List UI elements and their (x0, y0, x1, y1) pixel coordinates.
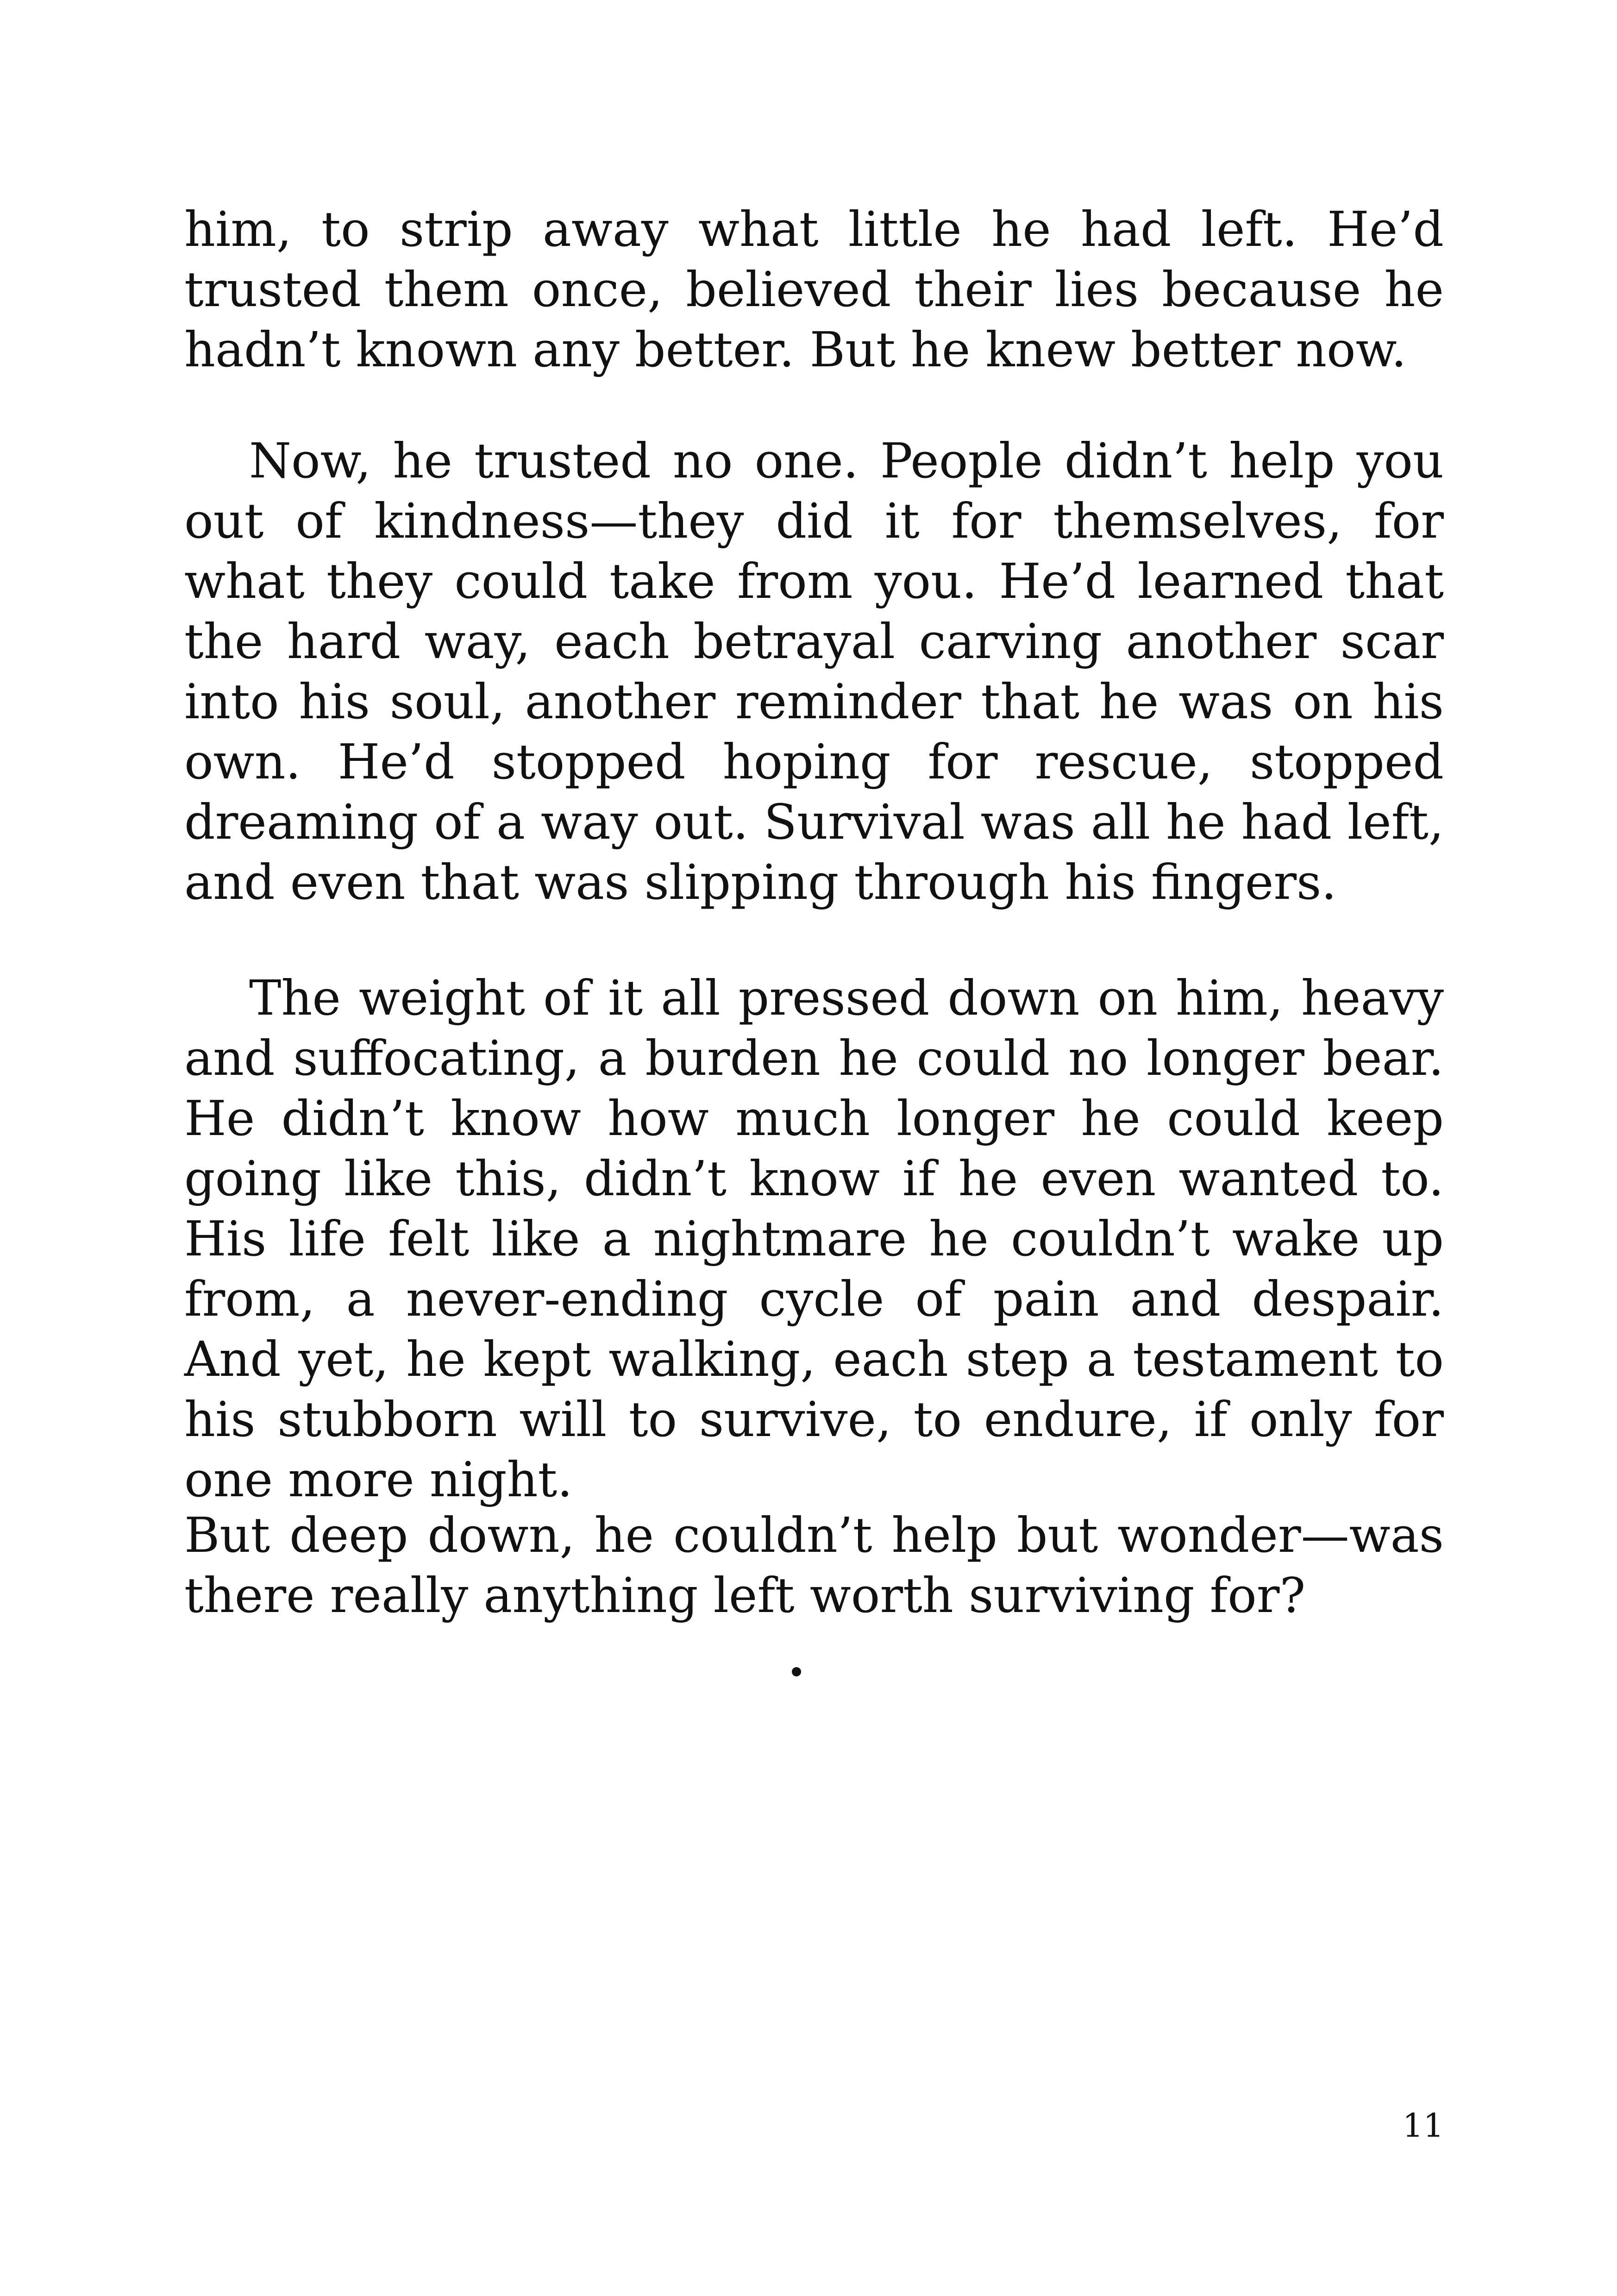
scene-break-dot (792, 1667, 801, 1676)
paragraph-4: But deep down, he couldn’t help but wonder—was there really anything left worth surviving for? (184, 1507, 1444, 1624)
paragraph-3: The weight of it all pressed down on him, heavy and suffocating, a burden he could no longer bear. He didn’t know how much longer he could keep going like this, didn’t know if he even wanted to. His life felt like a nightmare he couldn’t wake up from, a never-ending cycle of pain and despair. And yet, he kept walking, each step a testament to his stubborn will to survive, to endure, if only for one more night. (184, 970, 1444, 1508)
page-number: 11 (1402, 2107, 1444, 2145)
paragraph-1: him, to strip away what little he had left. He’d trusted them once, believed their lies because he hadn’t known any better. But he knew better now. (184, 201, 1444, 378)
paragraph-2: Now, he trusted no one. People didn’t help you out of kindness—they did it for themselves, for what they could take from you. He’d learned that the hard way, each betrayal carving another scar into his soul, another reminder that he was on his own. He’d stopped hoping for rescue, stopped dreaming of a way out. Survival was all he had left, and even that was slipping through his fingers. (184, 433, 1444, 910)
